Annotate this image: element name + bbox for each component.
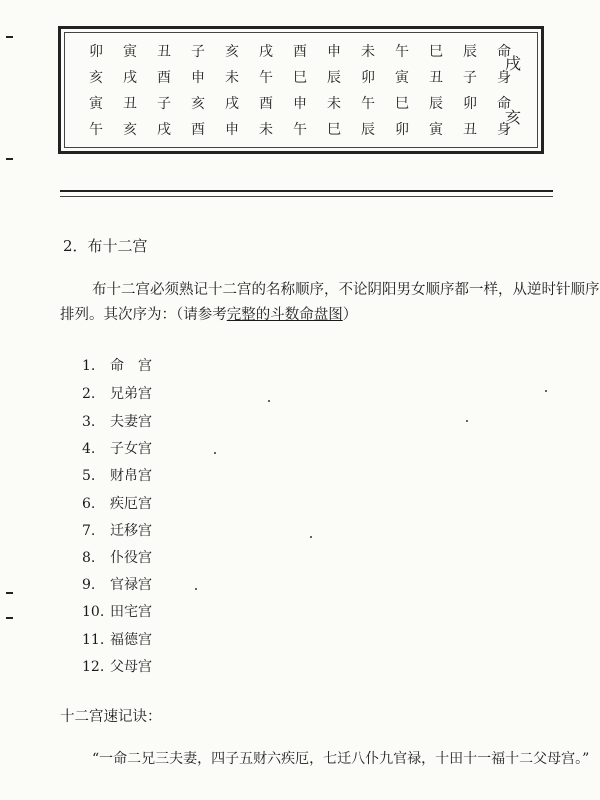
branch-cell: 辰 xyxy=(361,122,375,138)
branch-cell: 丑 xyxy=(429,70,443,86)
palace-name: 福德宫 xyxy=(110,632,152,648)
branch-cell: 巳 xyxy=(395,96,409,112)
branch-cell: 子 xyxy=(463,70,477,86)
branch-cell: 丑 xyxy=(463,122,477,138)
branch-side-label: 戌 xyxy=(505,54,522,73)
list-number: 12. xyxy=(82,659,105,675)
palace-name: 官禄宫 xyxy=(110,577,152,593)
branch-cell: 酉 xyxy=(157,70,171,86)
branch-row xyxy=(79,93,521,115)
binder-mark xyxy=(6,592,13,594)
branch-cell: 申 xyxy=(293,96,307,112)
branch-cell: 亥 xyxy=(225,44,239,60)
branch-cell: 巳 xyxy=(327,122,341,138)
palace-name: 兄弟宫 xyxy=(110,386,152,402)
branch-cell: 命 xyxy=(497,44,511,60)
branch-cell: 子 xyxy=(157,96,171,112)
branch-cell: 寅 xyxy=(89,96,103,112)
branch-cell: 未 xyxy=(259,122,273,138)
branch-cell: 寅 xyxy=(123,44,137,60)
branch-cell: 亥 xyxy=(89,70,103,86)
scan-speck xyxy=(310,536,312,538)
list-item xyxy=(82,412,152,432)
chart-reference-link: 完整的斗数命盘图 xyxy=(226,307,343,323)
palace-name: 迁移宫 xyxy=(110,523,152,539)
branch-cell: 辰 xyxy=(327,70,341,86)
scan-speck xyxy=(545,390,547,392)
list-item xyxy=(82,575,152,595)
binder-mark xyxy=(6,158,13,160)
list-number: 7. xyxy=(82,523,96,539)
branch-cell: 丑 xyxy=(157,44,171,60)
branch-cell: 身 xyxy=(497,122,511,138)
list-item xyxy=(82,439,152,459)
list-number: 1. xyxy=(82,358,96,374)
intro-text: 排列。其次序为：（请参考 xyxy=(60,307,227,323)
palace-name: 命 宫 xyxy=(110,358,152,374)
branch-cell: 戌 xyxy=(157,122,171,138)
branch-cell: 酉 xyxy=(191,122,205,138)
branch-cell: 申 xyxy=(225,122,239,138)
branch-cell: 子 xyxy=(191,44,205,60)
branch-cell: 午 xyxy=(259,70,273,86)
divider-line xyxy=(60,196,553,197)
scan-speck xyxy=(466,420,468,422)
branch-cell: 卯 xyxy=(361,70,375,86)
branch-row xyxy=(79,67,521,89)
branch-cell: 未 xyxy=(361,44,375,60)
palace-name: 疾厄宫 xyxy=(110,496,152,512)
scan-speck xyxy=(214,452,216,454)
list-number: 5. xyxy=(82,468,96,484)
palace-name: 田宅宫 xyxy=(110,604,152,620)
branch-cell: 戌 xyxy=(123,70,137,86)
branch-cell: 午 xyxy=(293,122,307,138)
intro-paragraph-line: 布十二宫必须熟记十二宫的名称顺序，不论阴阳男女顺序都一样，从逆时针顺序 xyxy=(92,282,600,298)
branch-cell: 卯 xyxy=(463,96,477,112)
branch-cell: 身 xyxy=(497,70,511,86)
list-item xyxy=(82,630,152,650)
section-title: 2．布十二宫 xyxy=(63,237,148,255)
branch-cell: 辰 xyxy=(463,44,477,60)
palace-name: 仆役宫 xyxy=(110,550,152,566)
list-number: 9. xyxy=(82,577,96,593)
intro-paragraph-line xyxy=(60,305,357,325)
branch-cell: 寅 xyxy=(395,70,409,86)
palace-name: 夫妻宫 xyxy=(110,414,152,430)
palace-name: 父母宫 xyxy=(110,659,152,675)
branch-cell: 亥 xyxy=(123,122,137,138)
branch-cell: 未 xyxy=(225,70,239,86)
list-item xyxy=(82,521,152,541)
scan-speck xyxy=(195,588,197,590)
list-item xyxy=(82,466,152,486)
mnemonic-title: 十二宫速记诀： xyxy=(60,709,162,725)
branch-row xyxy=(79,119,521,141)
branch-cell: 午 xyxy=(89,122,103,138)
list-item xyxy=(82,602,152,622)
list-item xyxy=(82,384,152,404)
branch-side-label: 亥 xyxy=(505,108,522,127)
branch-cell: 酉 xyxy=(293,44,307,60)
branch-cell: 戌 xyxy=(225,96,239,112)
branch-row xyxy=(79,41,521,63)
list-item xyxy=(82,657,152,677)
branch-cell: 亥 xyxy=(191,96,205,112)
list-item xyxy=(82,356,152,376)
branch-cell: 丑 xyxy=(123,96,137,112)
list-number: 2. xyxy=(82,386,96,402)
binder-mark xyxy=(6,617,13,619)
branch-cell: 卯 xyxy=(89,44,103,60)
scan-speck xyxy=(268,400,270,402)
branch-cell: 辰 xyxy=(429,96,443,112)
list-number: 10. xyxy=(82,604,105,620)
binder-mark xyxy=(6,36,13,38)
branch-table xyxy=(58,26,544,154)
branch-cell: 酉 xyxy=(259,96,273,112)
list-number: 6. xyxy=(82,496,96,512)
divider-line xyxy=(60,190,553,192)
list-number: 3. xyxy=(82,414,96,430)
branch-cell: 巳 xyxy=(429,44,443,60)
branch-cell: 卯 xyxy=(395,122,409,138)
branch-cell: 未 xyxy=(327,96,341,112)
list-number: 4. xyxy=(82,441,96,457)
list-number: 11. xyxy=(82,632,105,648)
list-item xyxy=(82,494,152,514)
branch-cell: 命 xyxy=(497,96,511,112)
list-number: 8. xyxy=(82,550,96,566)
branch-cell: 午 xyxy=(395,44,409,60)
branch-cell: 申 xyxy=(327,44,341,60)
branch-cell: 申 xyxy=(191,70,205,86)
branch-cell: 巳 xyxy=(293,70,307,86)
list-item xyxy=(82,548,152,568)
branch-cell: 午 xyxy=(361,96,375,112)
mnemonic-text: “一命二兄三夫妻，四子五财六疾厄，七迁八仆九官禄，十田十一福十二父母宫。” xyxy=(92,751,590,767)
intro-text: ） xyxy=(342,307,358,323)
palace-name: 财帛宫 xyxy=(110,468,152,484)
branch-cell: 寅 xyxy=(429,122,443,138)
palace-name: 子女宫 xyxy=(110,441,152,457)
branch-cell: 戌 xyxy=(259,44,273,60)
